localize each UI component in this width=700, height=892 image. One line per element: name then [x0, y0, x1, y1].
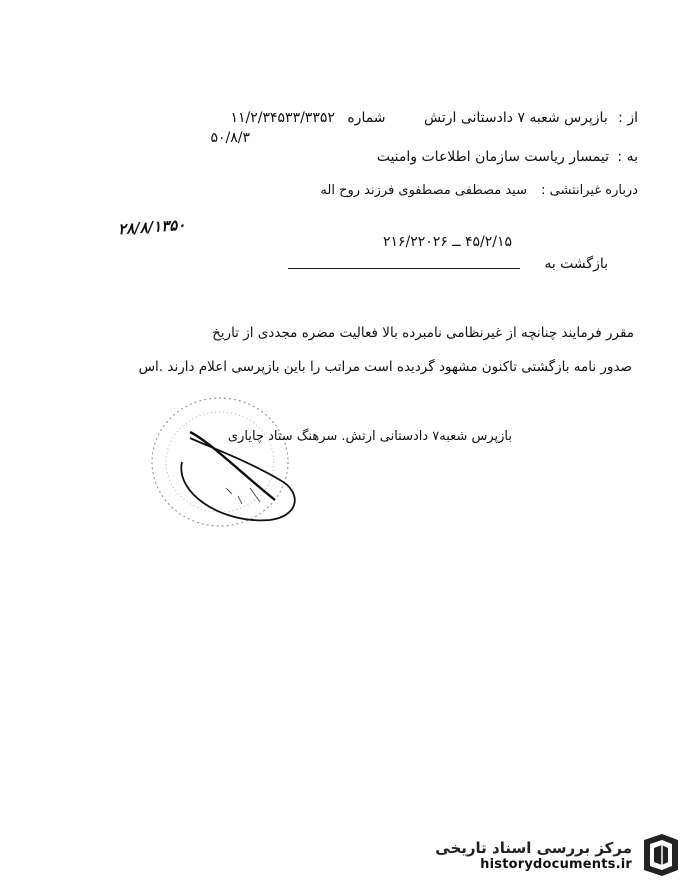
archive-watermark: [392, 824, 682, 886]
number-value: ۱۱/۲/۳۴۵۳۳/۳۳۵۲: [230, 110, 335, 126]
subject-text: سید مصطفی مصطفوی فرزند روح اله: [320, 183, 527, 198]
watermark-text: [435, 839, 632, 872]
date-value: ۵۰/۸/۳: [210, 130, 250, 146]
reference-underline: [288, 268, 520, 269]
reference-value: ۴۵/۲/۱۵ ــ ۲۱۶/۲۲۰۲۶: [382, 234, 512, 250]
number-label: شماره: [347, 110, 386, 126]
body-line-1: مقرر فرمایند چنانچه از غیرنظامی نامبرده بالا فعالیت مضره مجددی از تاریخ: [212, 325, 634, 341]
from-line: [231, 110, 639, 126]
archive-logo-icon: [638, 830, 682, 880]
body-line-2: صدور نامه بازگشتی تاکنون مشهود گردیده است مراتب را باین بازپرسی اعلام دارند .اس: [138, 359, 632, 375]
subject-line: [320, 183, 638, 198]
from-text: بازپرس شعبه ۷ دادستانی ارتش: [423, 110, 608, 126]
from-label: از :: [618, 110, 638, 126]
subject-label: درباره غیرانتشی :: [541, 183, 638, 198]
to-text: تیمسار ریاست سازمان اطلاعات وامنیت: [376, 149, 609, 165]
round-stamp-icon: [130, 392, 330, 542]
signature-line: بازپرس شعبه۷ دادستانی ارتش. سرهنگ ستاد چایاری: [227, 429, 512, 444]
to-line: [377, 149, 638, 165]
handwritten-note: ۲۸/۸/۱۳۵۰: [117, 215, 186, 239]
reference-label: بازگشت به: [544, 256, 608, 272]
watermark-url: historydocuments.ir: [480, 856, 632, 872]
watermark-title: مرکز بررسی اسناد تاریخی: [435, 838, 632, 857]
to-label: به :: [617, 149, 638, 165]
